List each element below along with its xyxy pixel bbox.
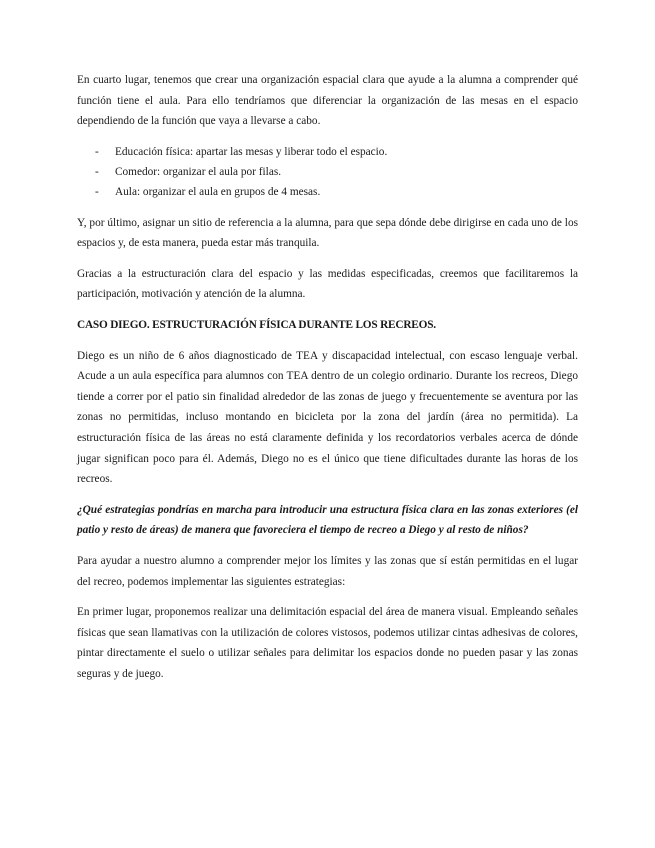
case-paragraph-2: Para ayudar a nuestro alumno a comprender mejor los límites y las zonas que sí están permitidas en el lugar del recreo, podemos implementar las siguientes estrategias: [77, 554, 578, 588]
case-paragraph-3: En primer lugar, proponemos realizar una delimitación espacial del área de manera visual. Empleando señales físicas que sean llamativas con la utilización de colores vistosos, podemos utilizar cintas adhesivas de colores, pintar directamente el suelo o utilizar señales para delimitar los espacios donde no pueden pasar y las zonas seguras y de juego. [77, 606, 578, 680]
bullet-dash: - [95, 145, 99, 158]
case-question: ¿Qué estrategias pondrías en marcha para introducir una estructura física clara en las zonas exteriores (el patio y resto de áreas) de manera que favoreciera el tiempo de recreo a Diego y al resto de niños? [77, 503, 578, 537]
list-item [77, 162, 578, 182]
intro-paragraph-3: Gracias a la estructuración clara del espacio y las medidas especificadas, creemos que facilitaremos la participación, motivación y atención de la alumna. [77, 267, 578, 301]
bullet-dash: - [95, 166, 99, 179]
list-item [77, 182, 578, 202]
furniture-arrangement-list [77, 142, 578, 203]
case-heading: CASO DIEGO. ESTRUCTURACIÓN FÍSICA DURANTE LOS RECREOS. [77, 319, 436, 332]
case-paragraph-1: Diego es un niño de 6 años diagnosticado de TEA y discapacidad intelectual, con escaso lenguaje verbal. Acude a un aula específica para alumnos con TEA dentro de un colegio ordinario. Durante los recreos, Diego tiende a correr por el patio sin finalidad alrededor de las zonas de juego y frecuentemente se aventura por las zonas no permitidas, incluso montando en bicicleta por la zona del jardín (área no permitida). La estructuración física de las áreas no está claramente definida y los recordatorios verbales acerca de dónde jugar significan poco para él. Además, Diego no es el único que tiene dificultades durante las horas de los recreos. [77, 349, 578, 486]
list-item [77, 142, 578, 162]
intro-paragraph-2: Y, por último, asignar un sitio de referencia a la alumna, para que sepa dónde debe dirigirse en cada uno de los espacios y, de esta manera, pueda estar más tranquila. [77, 216, 578, 250]
list-item-text: Aula: organizar el aula en grupos de 4 mesas. [115, 186, 321, 199]
list-item-text: Comedor: organizar el aula por filas. [115, 166, 282, 179]
intro-paragraph-1: En cuarto lugar, tenemos que crear una organización espacial clara que ayude a la alumna a comprender qué función tiene el aula. Para ello tendríamos que diferenciar la organización de las mesas en el espacio dependiendo de la función que vaya a llevarse a cabo. [77, 74, 578, 128]
document-page [77, 70, 578, 695]
list-item-text: Educación física: apartar las mesas y liberar todo el espacio. [115, 145, 388, 158]
bullet-dash: - [95, 186, 99, 199]
